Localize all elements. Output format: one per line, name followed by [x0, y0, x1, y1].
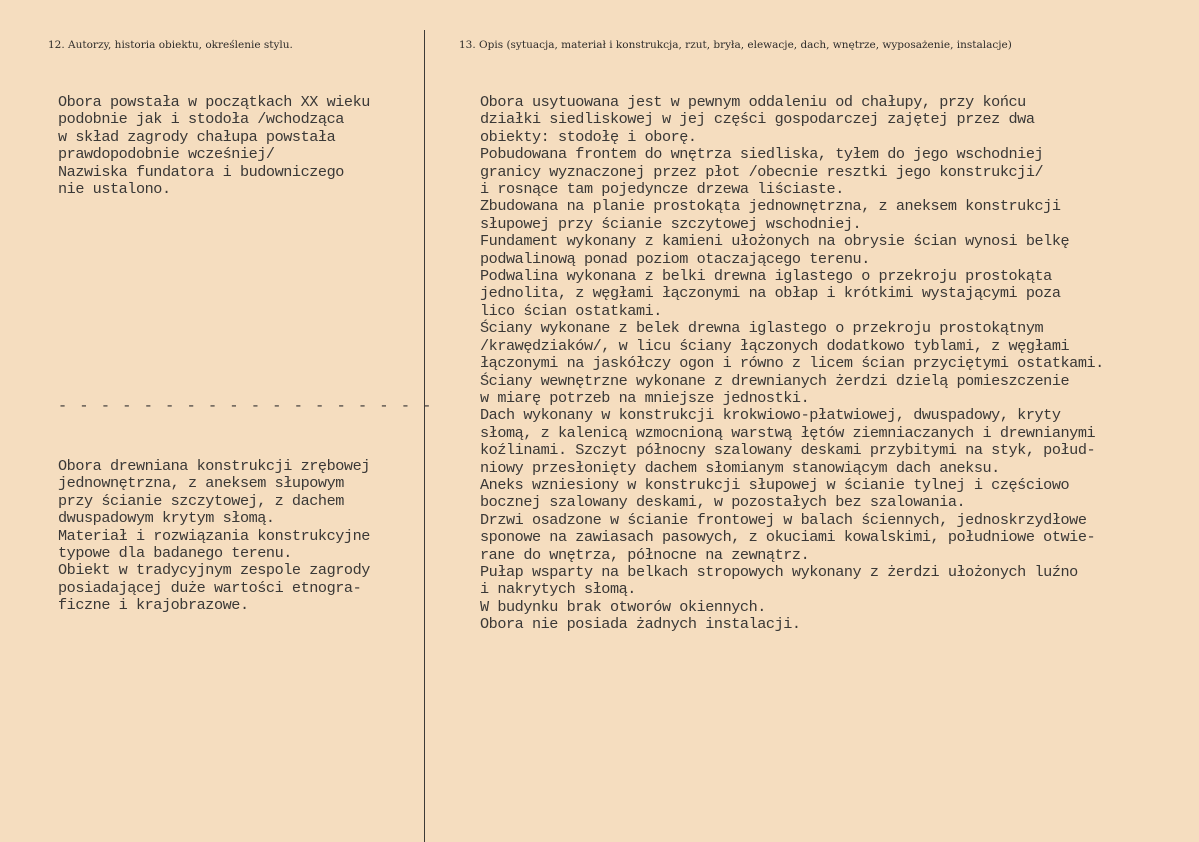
dashed-separator: - - - - - - - - - - - - - - - - - -	[58, 397, 433, 415]
style-text: Obora drewniana konstrukcji zrębowej jednownętrzna, z aneksem słupowym przy ścianie szczytowej, z dachem dwuspadowym krytym słomą. Materiał i rozwiązania konstrukcyjne typowe dla badanego terenu. Obiekt w tradycyjnym zespole zagrody posiadającej duże wartości etnogra- ficzne i krajobrazowe.	[58, 457, 370, 615]
column-divider	[424, 30, 425, 842]
description-text: Obora usytuowana jest w pewnym oddaleniu od chałupy, przy końcu działki siedliskowej w jej części gospodarczej zajętej przez dwa obiekty: stodołę i oborę. Pobudowana frontem do wnętrza siedliska, tyłem do jego wschodniej granicy wyznaczonej przez płot /obecnie resztki jego konstrukcji/ i rosnące tam pojedyncze drzewa liściaste. Zbudowana na planie prostokąta jednownętrzna, z aneksem konstrukcji słupowej przy ścianie szczytowej wschodniej. Fundament wykonany z kamieni ułożonych na obrysie ścian wynosi belkę podwalinową ponad poziom otaczającego terenu. Podwalina wykonana z belki drewna iglastego o przekroju prostokąta jednolita, z węgłami łączonymi na obłap i krótkimi wystającymi poza lico ścian ostatkami. Ściany wykonane z belek drewna iglastego o przekroju prostokątnym /krawędziaków/, w licu ściany łączonych dodatkowo tyblami, z węgłami łączonymi na jaskółczy ogon i równo z licem ścian przyciętymi ostatkami. Ściany wewnętrzne wykonane z drewnianych żerdzi dzielą pomieszczenie w miarę potrzeb na mniejsze jednostki. Dach wykonany w konstrukcji krokwiowo-płatwiowej, dwuspadowy, kryty słomą, z kalenicą wzmocnioną warstwą łętów ziemniaczanych i drewnianymi koźlinami. Szczyt północny szalowany deskami przybitymi na styk, połud- niowy przesłonięty dachem słomianym stanowiącym dach aneksu. Aneks wzniesiony w konstrukcji słupowej w ścianie tylnej i częściowo bocznej szalowany deskami, w pozostałych bez szalowania. Drzwi osadzone w ścianie frontowej w balach ściennych, jednoskrzydłowe sponowe na zawiasach pasowych, z okuciami kowalskimi, południowe otwie- rane do wnętrza, północne na zewnątrz. Pułap wsparty na belkach stropowych wykonany z żerdzi ułożonych luźno i nakrytych słomą. W budynku brak otworów okiennych. Obora nie posiada żadnych instalacji.	[480, 93, 1104, 634]
section-13-header: 13. Opis (sytuacja, materiał i konstrukcja, rzut, bryła, elewacje, dach, wnętrze, wyposażenie, instalacje)	[459, 39, 1012, 51]
section-12-header: 12. Autorzy, historia obiektu, określenie stylu.	[48, 39, 293, 51]
history-text: Obora powstała w początkach XX wieku podobnie jak i stodoła /wchodząca w skład zagrody chałupa powstała prawdopodobnie wcześniej/ Nazwiska fundatora i budowniczego nie ustalono.	[58, 93, 370, 199]
